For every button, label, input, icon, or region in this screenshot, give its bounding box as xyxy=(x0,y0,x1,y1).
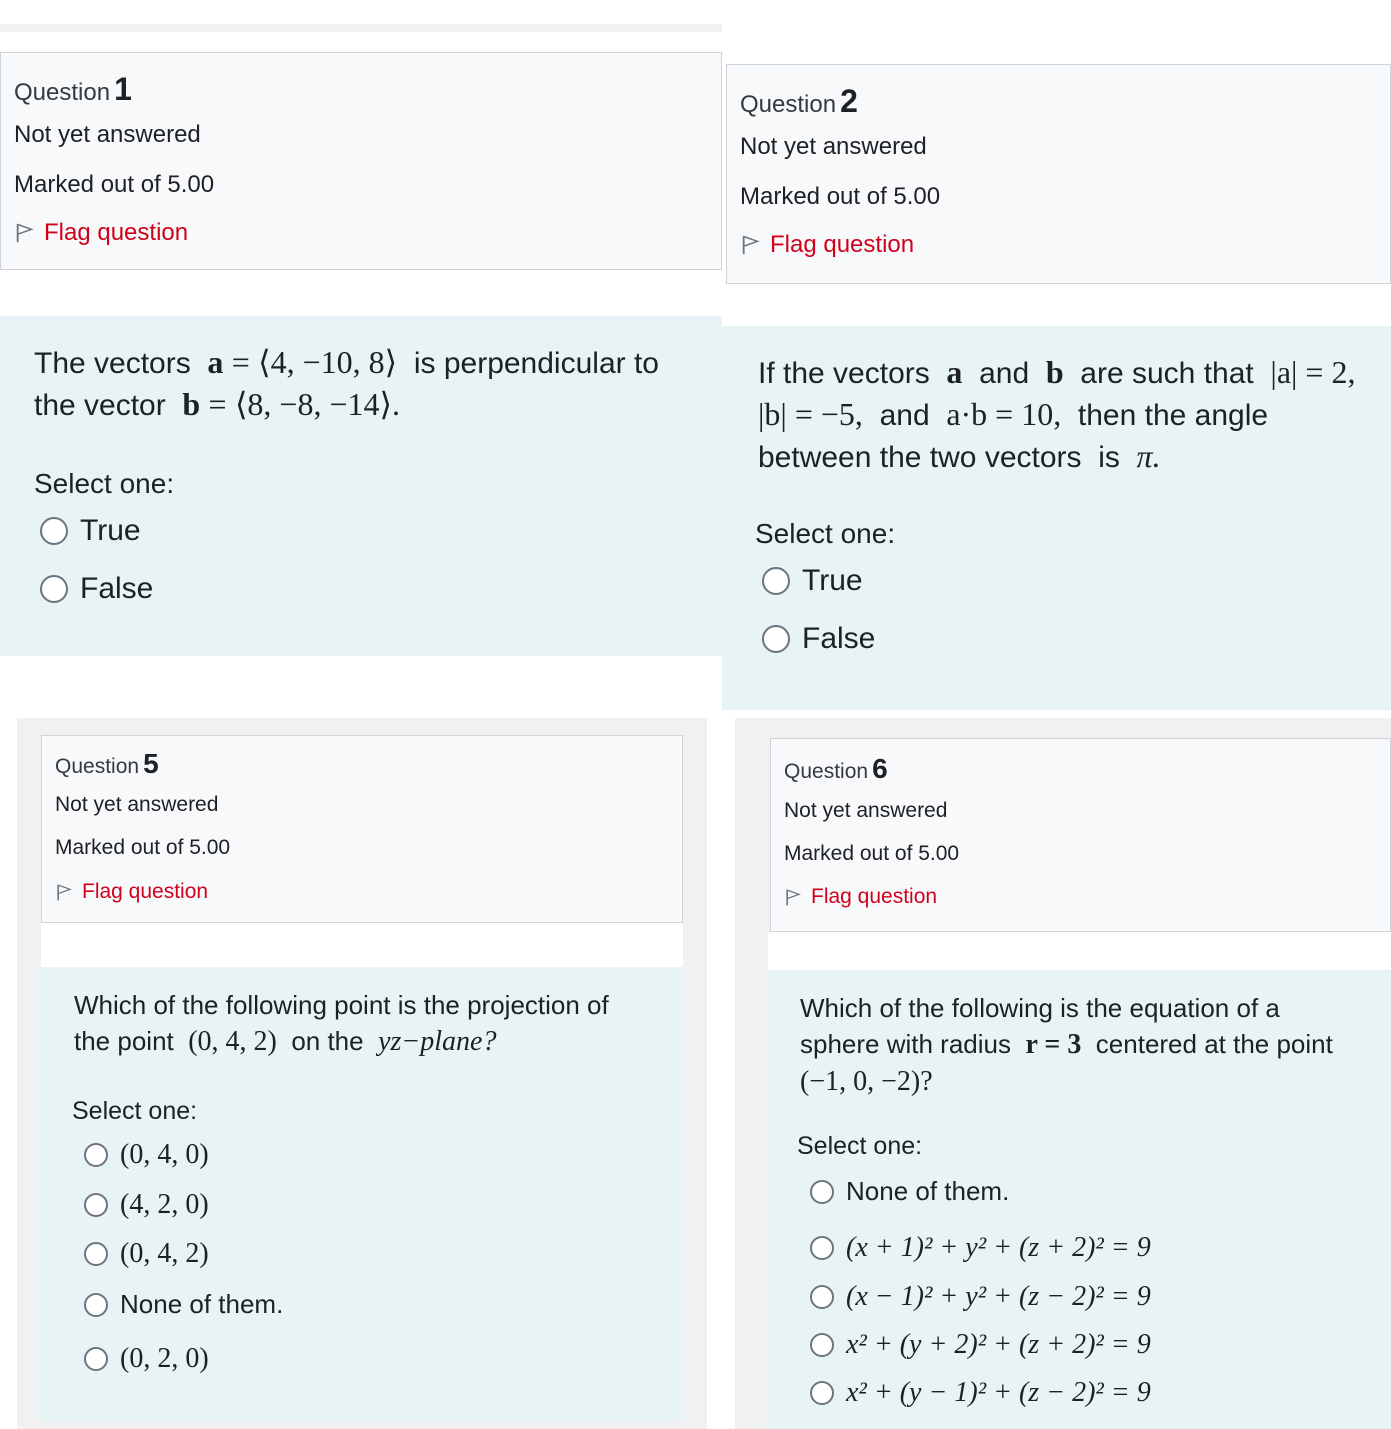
question-2-marks: Marked out of 5.00 xyxy=(740,183,941,210)
option-label: x² + (y + 2)² + (z + 2)² = 9 xyxy=(846,1329,1151,1360)
question-1-title xyxy=(14,71,132,108)
question-5-flag-link[interactable] xyxy=(55,880,208,904)
question-1-marks: Marked out of 5.00 xyxy=(14,171,215,198)
question-6-status: Not yet answered xyxy=(784,799,948,822)
question-label: Question xyxy=(14,79,111,106)
question-1-flag-link[interactable] xyxy=(14,219,188,247)
radio-button[interactable] xyxy=(84,1293,108,1317)
question-6-option-2[interactable] xyxy=(810,1232,1151,1264)
radio-button[interactable] xyxy=(762,567,790,595)
radio-button[interactable] xyxy=(84,1143,108,1167)
radio-button[interactable] xyxy=(84,1347,108,1371)
option-label: (0, 4, 0) xyxy=(120,1139,209,1170)
question-6-option-1[interactable] xyxy=(810,1176,1009,1207)
radio-button[interactable] xyxy=(84,1193,108,1217)
flag-label: Flag question xyxy=(82,880,209,903)
question-number: 5 xyxy=(143,748,159,779)
question-1-option-true[interactable] xyxy=(40,514,141,548)
question-6-marks: Marked out of 5.00 xyxy=(784,842,960,865)
question-label: Question xyxy=(784,760,869,783)
flag-outline-icon xyxy=(740,234,762,256)
question-number: 1 xyxy=(114,71,132,107)
option-label: True xyxy=(802,564,863,597)
question-1-text: The vectors a = ⟨4, −10, 8⟩ is perpendicular to the vector b = ⟨8, −8, −14⟩. xyxy=(34,344,659,422)
question-2-text: If the vectors a and b are such that |a| = 2, |b| = −5, and a·b = 10, then the angle between the two vectors is π. xyxy=(758,354,1356,474)
flag-label: Flag question xyxy=(811,885,938,908)
radio-button[interactable] xyxy=(40,575,68,603)
flag-outline-icon xyxy=(784,888,803,907)
question-1-content xyxy=(0,316,722,656)
flag-label: Flag question xyxy=(44,219,189,246)
question-2-option-false[interactable] xyxy=(762,622,875,656)
question-5-option-4[interactable] xyxy=(84,1289,283,1320)
question-5-select-label: Select one: xyxy=(72,1097,198,1125)
question-6-flag-link[interactable] xyxy=(784,885,937,909)
option-label: True xyxy=(80,514,141,547)
question-label: Question xyxy=(55,755,140,778)
flag-label: Flag question xyxy=(770,231,915,258)
question-1-status: Not yet answered xyxy=(14,121,201,148)
question-6-title xyxy=(784,753,888,785)
radio-button[interactable] xyxy=(40,517,68,545)
radio-button[interactable] xyxy=(810,1236,834,1260)
question-2-option-true[interactable] xyxy=(762,564,863,598)
question-1-info xyxy=(0,52,722,270)
radio-button[interactable] xyxy=(810,1333,834,1357)
question-5-spacer xyxy=(41,923,683,967)
question-5-title xyxy=(55,748,159,780)
question-2-flag-link[interactable] xyxy=(740,231,914,259)
question-5-status: Not yet answered xyxy=(55,793,219,816)
option-label: (x + 1)² + y² + (z + 2)² = 9 xyxy=(846,1232,1151,1263)
question-2-info xyxy=(726,64,1391,284)
question-5-content xyxy=(38,967,683,1421)
question-number: 6 xyxy=(872,753,888,784)
option-label: False xyxy=(80,572,154,605)
flag-outline-icon xyxy=(14,222,36,244)
radio-button[interactable] xyxy=(84,1242,108,1266)
question-5-info xyxy=(41,735,683,923)
question-6-option-4[interactable] xyxy=(810,1329,1151,1361)
option-label: (4, 2, 0) xyxy=(120,1189,209,1220)
option-label: None of them. xyxy=(120,1289,284,1319)
question-6-option-5[interactable] xyxy=(810,1377,1151,1409)
question-5-option-1[interactable] xyxy=(84,1139,209,1171)
radio-button[interactable] xyxy=(810,1381,834,1405)
flag-outline-icon xyxy=(55,883,74,902)
question-2-title xyxy=(740,83,858,120)
question-5-option-5[interactable] xyxy=(84,1343,209,1375)
question-2-select-label: Select one: xyxy=(755,518,896,549)
question-1-option-false[interactable] xyxy=(40,572,153,606)
question-6-option-3[interactable] xyxy=(810,1281,1151,1313)
question-6-text: Which of the following is the equation of a sphere with radius r = 3 centered at the point (−1, 0, −2)? xyxy=(800,993,1333,1097)
question-2-status: Not yet answered xyxy=(740,133,927,160)
option-label: (0, 4, 2) xyxy=(120,1238,209,1269)
question-5-option-2[interactable] xyxy=(84,1189,209,1221)
radio-button[interactable] xyxy=(810,1180,834,1204)
option-label: x² + (y − 1)² + (z − 2)² = 9 xyxy=(846,1377,1151,1408)
option-label: None of them. xyxy=(846,1176,1010,1206)
radio-button[interactable] xyxy=(810,1285,834,1309)
question-1-select-label: Select one: xyxy=(34,468,175,499)
option-label: (x − 1)² + y² + (z − 2)² = 9 xyxy=(846,1281,1151,1312)
question-label: Question xyxy=(740,91,837,118)
question-5-marks: Marked out of 5.00 xyxy=(55,836,231,859)
question-5-text: Which of the following point is the projection of the point (0, 4, 2) on the yz−plane? xyxy=(74,990,609,1057)
option-label: (0, 2, 0) xyxy=(120,1343,209,1374)
question-6-spacer xyxy=(768,932,1391,970)
question-6-content xyxy=(766,970,1391,1429)
question-6-info xyxy=(770,738,1391,932)
radio-button[interactable] xyxy=(762,625,790,653)
option-label: False xyxy=(802,622,876,655)
question-5-option-3[interactable] xyxy=(84,1238,209,1270)
question-number: 2 xyxy=(840,83,858,119)
question-2-content xyxy=(722,326,1391,710)
question-6-select-label: Select one: xyxy=(797,1132,923,1160)
